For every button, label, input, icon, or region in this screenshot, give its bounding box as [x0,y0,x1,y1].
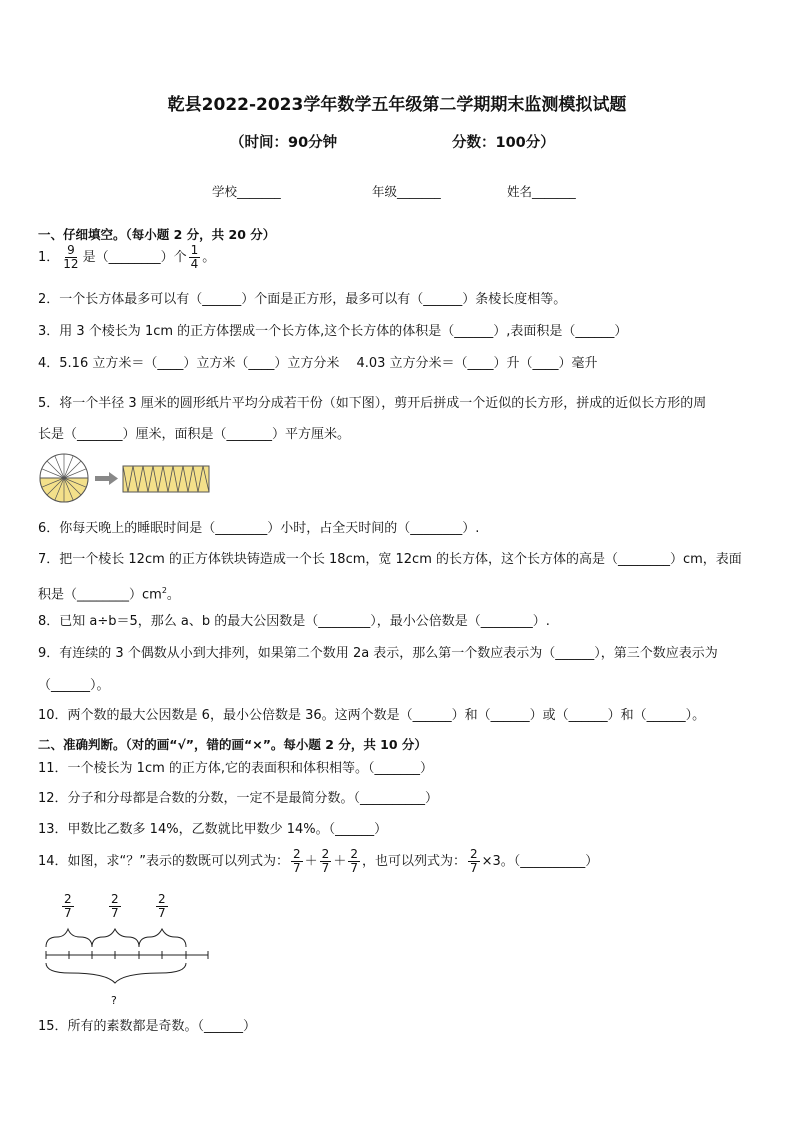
fraction [468,848,480,875]
numerator: 2 [350,847,358,861]
segment-label [156,893,168,920]
question-9-line-2: （______）。 [38,678,110,693]
denominator: 7 [350,861,358,875]
fraction [291,848,303,875]
arrow-icon [95,472,118,485]
question-text: ×3。（__________） [481,853,599,869]
question-7-line-1: 7．把一个棱长 12cm 的正方体铁块铸造成一个长 18cm，宽 12cm 的长方体，这个长方体的高是（________）cm，表面 [38,552,742,567]
circle-to-rectangle-diagram [38,452,218,504]
question-8: 8．已知 a÷b＝5，那么 a、b 的最大公因数是（________），最小公倍数是（________）. [38,614,550,629]
question-14 [38,848,598,875]
question-text: 。 [166,587,180,603]
question-7-line-2 [38,583,180,603]
numerator: 2 [158,892,166,906]
name-field[interactable]: 姓名_______ [507,184,576,199]
fraction [61,244,80,271]
top-brace [46,929,92,947]
section-heading: 二、准确判断。（对的画“√”，错的画“×”。每小题 2 分，共 10 分） [38,737,427,752]
school-field[interactable]: 学校_______ [212,184,281,199]
denominator: 7 [111,906,119,920]
denominator: 12 [63,257,79,271]
numerator: 2 [469,847,478,861]
question-2: 2．一个长方体最多可以有（______）个面是正方形，最多可以有（______）条棱长度相等。 [38,292,567,307]
segment-label [109,893,121,920]
fraction [320,848,332,875]
section-heading: 一、仔细填空。（每小题 2 分，共 20 分） [38,227,276,242]
question-text: 14．如图，求“？”表示的数既可以列式为： [38,853,290,869]
top-brace [92,929,139,947]
question-1 [38,244,215,271]
plus-sign: ＋ [333,853,347,869]
top-brace [139,929,186,947]
question-text: 积是（________）cm [38,587,162,603]
denominator: 7 [64,906,72,920]
question-3: 3．用 3 个棱长为 1cm 的正方体摆成一个长方体,这个长方体的体积是（______）,表面积是（______） [38,324,628,339]
sector-circle [40,454,88,502]
question-12: 12．分子和分母都是合数的分数，一定不是最简分数。（__________） [38,791,439,806]
question-number: 1． [38,249,60,265]
denominator: 7 [293,861,301,875]
question-5-line-2: 长是（_______）厘米，面积是（_______）平方厘米。 [38,427,351,442]
question-4: 4．5.16 立方米＝（____）立方米（____）立方分米 4.03 立方分米＝（____）升（____）毫升 [38,356,598,371]
numerator: 9 [67,243,75,257]
numerator: 1 [190,243,199,257]
question-11: 11．一个棱长为 1cm 的正方体,它的表面积和体积相等。（_______） [38,761,434,776]
grade-field[interactable]: 年级_______ [372,184,441,199]
question-6: 6．你每天晚上的睡眠时间是（________）小时，占全天时间的（________）. [38,521,480,536]
denominator: 4 [190,257,199,271]
question-15: 15．所有的素数都是奇数。（______） [38,1019,257,1034]
numerator: 2 [111,892,119,906]
fraction [189,244,201,271]
denominator: 7 [321,861,330,875]
question-text: 。 [202,249,216,265]
sector-rectangle [123,466,209,492]
numerator: 2 [321,847,330,861]
bottom-brace [46,963,186,983]
segment-label [62,893,74,920]
question-9-line-1: 9．有连续的 3 个偶数从小到大排列，如果第二个数用 2a 表示，那么第一个数应表示为（______），第三个数应表示为 [38,646,718,661]
numerator: 2 [293,847,301,861]
question-13: 13．甲数比乙数多 14%，乙数就比甲数少 14%。（______） [38,822,388,837]
denominator: 7 [158,906,166,920]
question-5-line-1: 5．将一个半径 3 厘米的圆形纸片平均分成若干份（如下图），剪开后拼成一个近似的长方形，拼成的近似长方形的周 [38,396,707,411]
numerator: 2 [64,892,72,906]
score-label: 分数：100分） [452,135,555,151]
question-text: 是（________）个 [82,249,187,265]
time-label: （时间：90分钟 [230,135,338,151]
denominator: 7 [469,861,478,875]
question-text: ，也可以列式为： [361,853,466,869]
plus-sign: ＋ [304,853,318,869]
number-line-diagram [40,925,215,990]
fraction [348,848,360,875]
question-10: 10．两个数的最大公因数是 6，最小公倍数是 36。这两个数是（______）和（______）或（______）和（______）。 [38,708,706,723]
page-title: 乾县2022-2023学年数学五年级第二学期期末监测模拟试题 [167,95,627,115]
superscript: 2 [161,586,167,595]
question-mark-label: ? [111,994,117,1007]
